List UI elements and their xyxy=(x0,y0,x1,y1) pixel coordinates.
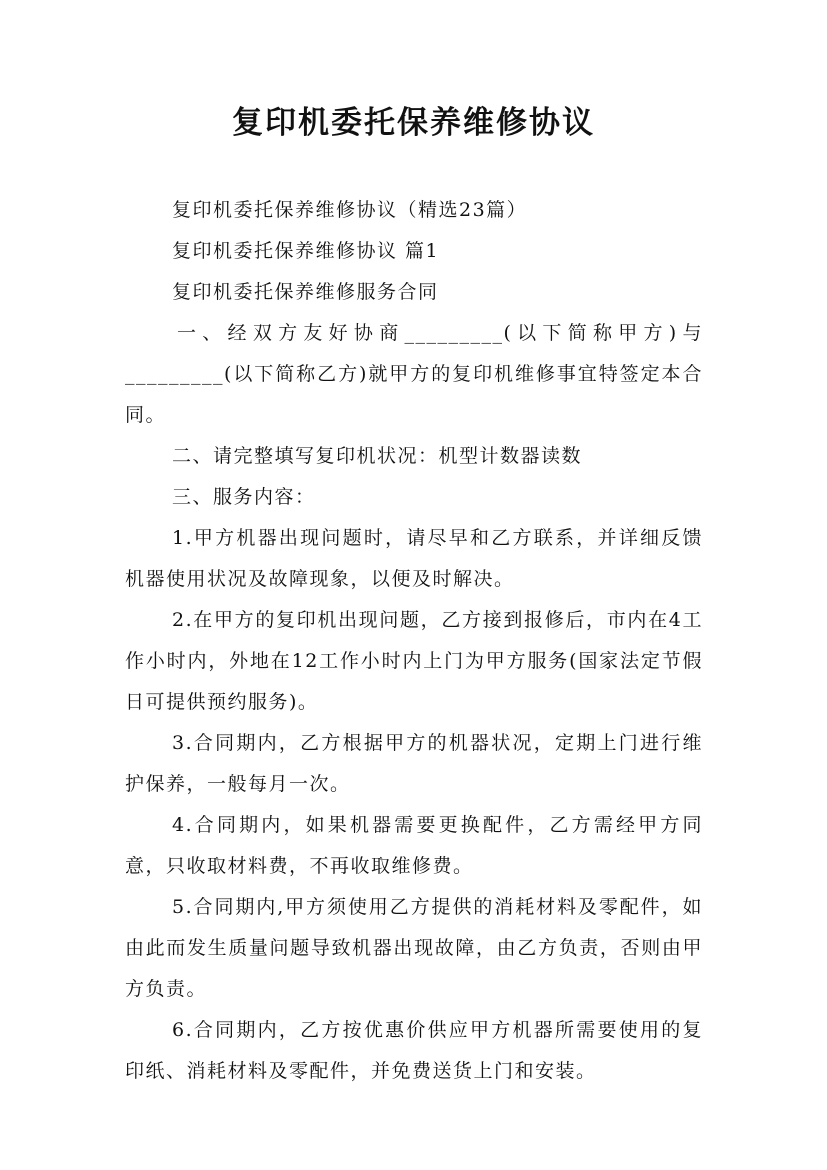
paragraph-service-6: 6.合同期内，乙方按优惠价供应甲方机器所需要使用的复印纸、消耗材料及零配件，并免费送货上门和安装。 xyxy=(125,1019,703,1082)
paragraph-subtitle: 复印机委托保养维修协议（精选23篇） xyxy=(172,199,528,221)
paragraph-service-2: 2.在甲方的复印机出现问题，乙方接到报修后，市内在4工作小时内，外地在12工作小时内上门为甲方服务(国家法定节假日可提供预约服务)。 xyxy=(125,609,703,713)
paragraph-contract-title: 复印机委托保养维修服务合同 xyxy=(172,281,439,303)
paragraph-clause-3: 三、服务内容： xyxy=(172,486,316,508)
paragraph-clause-2: 二、请完整填写复印机状况：机型计数器读数 xyxy=(172,445,583,467)
paragraph-section-heading: 复印机委托保养维修协议 篇1 xyxy=(172,240,440,262)
document-title: 复印机委托保养维修协议 xyxy=(232,105,595,141)
paragraph-service-3: 3.合同期内，乙方根据甲方的机器状况，定期上门进行维护保养，一般每月一次。 xyxy=(125,732,703,795)
document-body xyxy=(125,190,703,1092)
paragraph-service-4: 4.合同期内，如果机器需要更换配件，乙方需经甲方同意，只收取材料费，不再收取维修费。 xyxy=(125,814,703,877)
paragraph-clause-1: 一、经双方友好协商_________(以下简称甲方)与_________(以下简称乙方)就甲方的复印机维修事宜特签定本合同。 xyxy=(125,322,703,426)
paragraph-service-5: 5.合同期内,甲方须使用乙方提供的消耗材料及零配件，如由此而发生质量问题导致机器出现故障，由乙方负责，否则由甲方负责。 xyxy=(125,896,703,1000)
paragraph-service-1: 1.甲方机器出现问题时，请尽早和乙方联系，并详细反馈机器使用状况及故障现象，以便及时解决。 xyxy=(125,527,703,590)
